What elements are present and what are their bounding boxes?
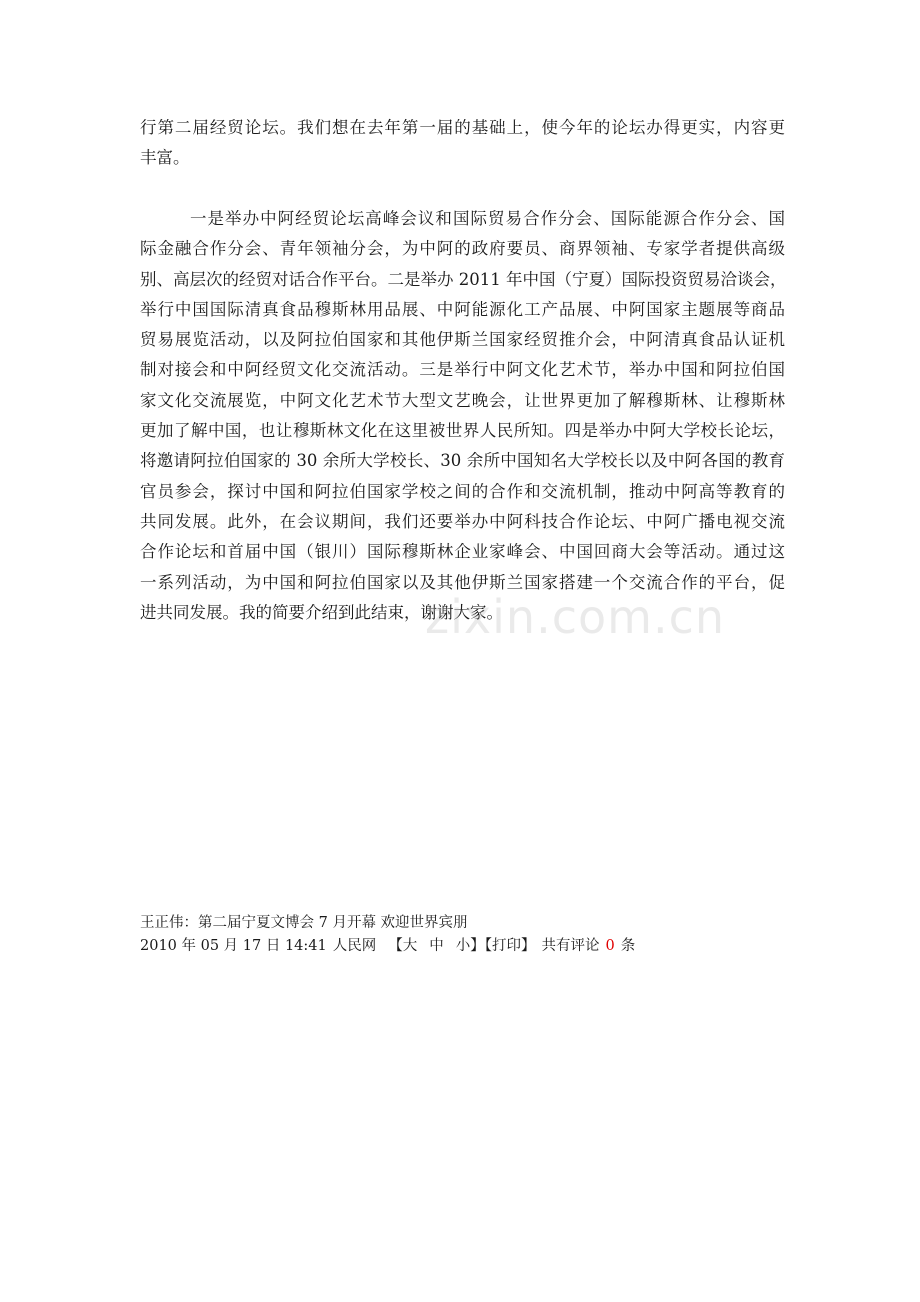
text-line: 丰富。	[140, 148, 190, 168]
text-line: 共同发展。此外，在会议期间，我们还要举办中阿科技合作论坛、中阿广播电视交流	[140, 511, 785, 531]
text-line: 一是举办中阿经贸论坛高峰会议和国际贸易合作分会、国际能源合作分会、国	[190, 209, 785, 228]
watermark: zixin.com.cn	[425, 590, 726, 644]
text-line: 将邀请阿拉伯国家的 30 余所大学校长、30 余所中国知名大学校长以及中阿各国的教育	[140, 451, 785, 471]
text-line: 行第二届经贸论坛。我们想在去年第一届的基础上，使今年的论坛办得更实，内容更	[140, 118, 785, 137]
news-source: 人民网	[332, 938, 377, 954]
comment-count[interactable]: 0	[605, 938, 615, 954]
text-line: 一系列活动，为中国和阿拉伯国家以及其他伊斯兰国家搭建一个交流合作的平台，促	[140, 572, 785, 592]
text-line: 别、高层次的经贸对话合作平台。二是举办 2011 年中国（宁夏）国际投资贸易洽谈会，	[140, 269, 787, 289]
text-line: 际金融合作分会、青年领袖分会，为中阿的政府要员、商界领袖、专家学者提供高级	[140, 239, 785, 259]
text-line: 官员参会，探讨中国和阿拉伯国家学校之间的合作和交流机制，推动中阿高等教育的	[140, 481, 785, 501]
font-size-medium-link[interactable]: 中	[429, 938, 444, 954]
text-line: 举行中国国际清真食品穆斯林用品展、中阿能源化工产品展、中阿国家主题展等商品	[140, 299, 785, 319]
news-date: 2010 年 05 月 17 日 14:41	[140, 938, 327, 954]
comments-prefix: 共有评论	[541, 938, 600, 954]
font-size-large-link[interactable]: 大	[402, 938, 418, 954]
paragraph-2	[140, 204, 785, 628]
text-line: 合作论坛和首届中国（银川）国际穆斯林企业家峰会、中国回商大会等活动。通过这	[140, 542, 785, 562]
text-line: 制对接会和中阿经贸文化交流活动。三是举行中阿文化艺术节，举办中国和阿拉伯国	[140, 360, 785, 380]
font-size-small-link[interactable]: 小	[455, 938, 471, 954]
font-size-close-bracket: 】	[470, 938, 485, 954]
print-link[interactable]: 【打印】	[484, 938, 536, 954]
text-line: 进共同发展。我的简要介绍到此结束，谢谢大家。	[140, 602, 503, 622]
text-line: 家文化交流展览，中阿文化艺术节大型文艺晚会，让世界更加了解穆斯林、让穆斯林	[140, 390, 785, 410]
text-line: 贸易展览活动，以及阿拉伯国家和其他伊斯兰国家经贸推介会，中阿清真食品认证机	[140, 330, 785, 350]
comments-suffix: 条	[620, 938, 636, 954]
text-line: 更加了解中国，也让穆斯林文化在这里被世界人民所知。四是举办中阿大学校长论坛，	[140, 421, 785, 441]
font-size-open-bracket: 【	[388, 938, 403, 954]
paragraph-1	[140, 113, 785, 174]
news-meta	[140, 935, 635, 957]
news-headline: 王正伟：第二届宁夏文博会 7 月开幕 欢迎世界宾朋	[140, 915, 468, 931]
